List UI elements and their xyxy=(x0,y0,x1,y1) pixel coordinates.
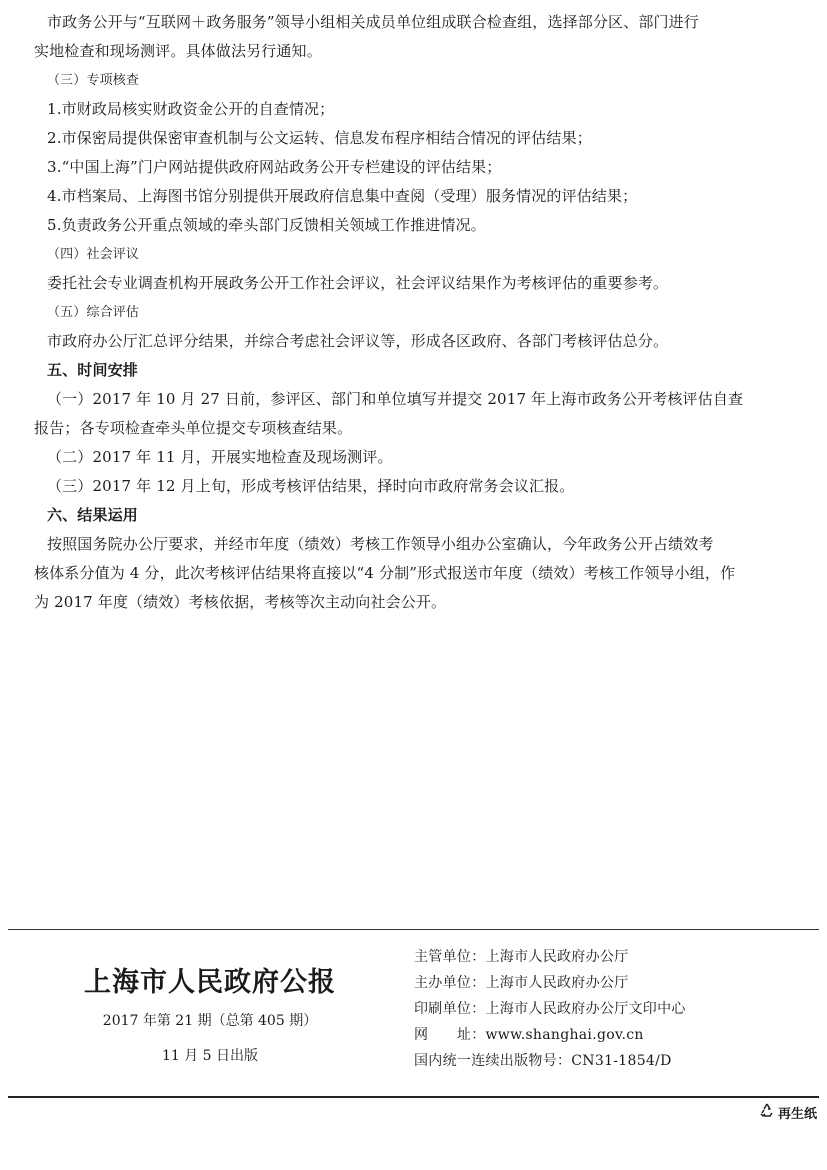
masthead-bottom-rule xyxy=(8,1096,819,1098)
info-serial-number: 国内统一连续出版物号：CN31-1854/D xyxy=(414,1053,672,1069)
subsection-heading: （五）综合评估 xyxy=(47,305,140,320)
section-heading: 六、结果运用 xyxy=(47,506,138,524)
body-paragraph-line: （三）2017 年 12 月上旬，形成考核评估结果，择时向市政府常务会议汇报。 xyxy=(47,477,575,495)
body-paragraph-line: 报告；各专项检查牵头单位提交专项核查结果。 xyxy=(34,419,353,437)
masthead-top-rule xyxy=(8,929,819,930)
body-paragraph-line: 按照国务院办公厅要求，并经市年度（绩效）考核工作领导小组办公室确认，今年政务公开占绩效考 xyxy=(47,535,714,553)
list-item: 5.负责政务公开重点领域的牵头部门反馈相关领域工作推进情况。 xyxy=(47,216,486,234)
body-paragraph-line: 市政务公开与“互联网＋政务服务”领导小组相关成员单位组成联合检查组，选择部分区、部门进行 xyxy=(47,13,699,31)
gazette-publish-date: 11 月 5 日出版 xyxy=(161,1048,259,1064)
body-paragraph-line: （一）2017 年 10 月 27 日前，参评区、部门和单位填写并提交 2017 年上海市政务公开考核评估自查 xyxy=(47,390,744,408)
body-paragraph-line: 核体系分值为 4 分，此次考核评估结果将直接以“4 分制”形式报送市年度（绩效）考核工作领导小组，作 xyxy=(34,564,736,582)
list-item: 4.市档案局、上海图书馆分别提供开展政府信息集中查阅（受理）服务情况的评估结果； xyxy=(47,187,638,205)
subsection-heading: （三）专项核查 xyxy=(47,73,140,88)
gazette-title: 上海市人民政府公报 xyxy=(84,967,336,998)
list-item: 2.市保密局提供保密审查机制与公文运转、信息发布程序相结合情况的评估结果； xyxy=(47,129,592,147)
document-body xyxy=(34,8,824,617)
section-heading: 五、时间安排 xyxy=(47,361,138,379)
gazette-issue: 2017 年第 21 期（总第 405 期） xyxy=(102,1013,318,1029)
body-paragraph-line: 为 2017 年度（绩效）考核依据，考核等次主动向社会公开。 xyxy=(34,593,447,611)
body-paragraph-line: 委托社会专业调查机构开展政务公开工作社会评议，社会评议结果作为考核评估的重要参考。 xyxy=(47,274,669,292)
body-paragraph-line: 市政府办公厅汇总评分结果，并综合考虑社会评议等，形成各区政府、各部门考核评估总分。 xyxy=(47,332,669,350)
info-supervisor: 主管单位：上海市人民政府办公厅 xyxy=(414,949,629,965)
list-item: 3.“中国上海”门户网站提供政府网站政务公开专栏建设的评估结果； xyxy=(47,158,502,176)
info-sponsor: 主办单位：上海市人民政府办公厅 xyxy=(414,975,629,991)
body-paragraph-line: 实地检查和现场测评。具体做法另行通知。 xyxy=(34,42,322,60)
publication-info xyxy=(414,944,686,1074)
recycle-icon xyxy=(759,1102,775,1122)
list-item: 1.市财政局核实财政资金公开的自查情况； xyxy=(47,100,335,118)
recycled-paper-mark xyxy=(759,1102,817,1122)
subsection-heading: （四）社会评议 xyxy=(47,247,140,262)
info-website: 网 址：www.shanghai.gov.cn xyxy=(414,1027,644,1043)
recycled-paper-label: 再生纸 xyxy=(777,1106,817,1122)
body-paragraph-line: （二）2017 年 11 月，开展实地检查及现场测评。 xyxy=(47,448,393,466)
info-printer: 印刷单位：上海市人民政府办公厅文印中心 xyxy=(414,1001,686,1017)
